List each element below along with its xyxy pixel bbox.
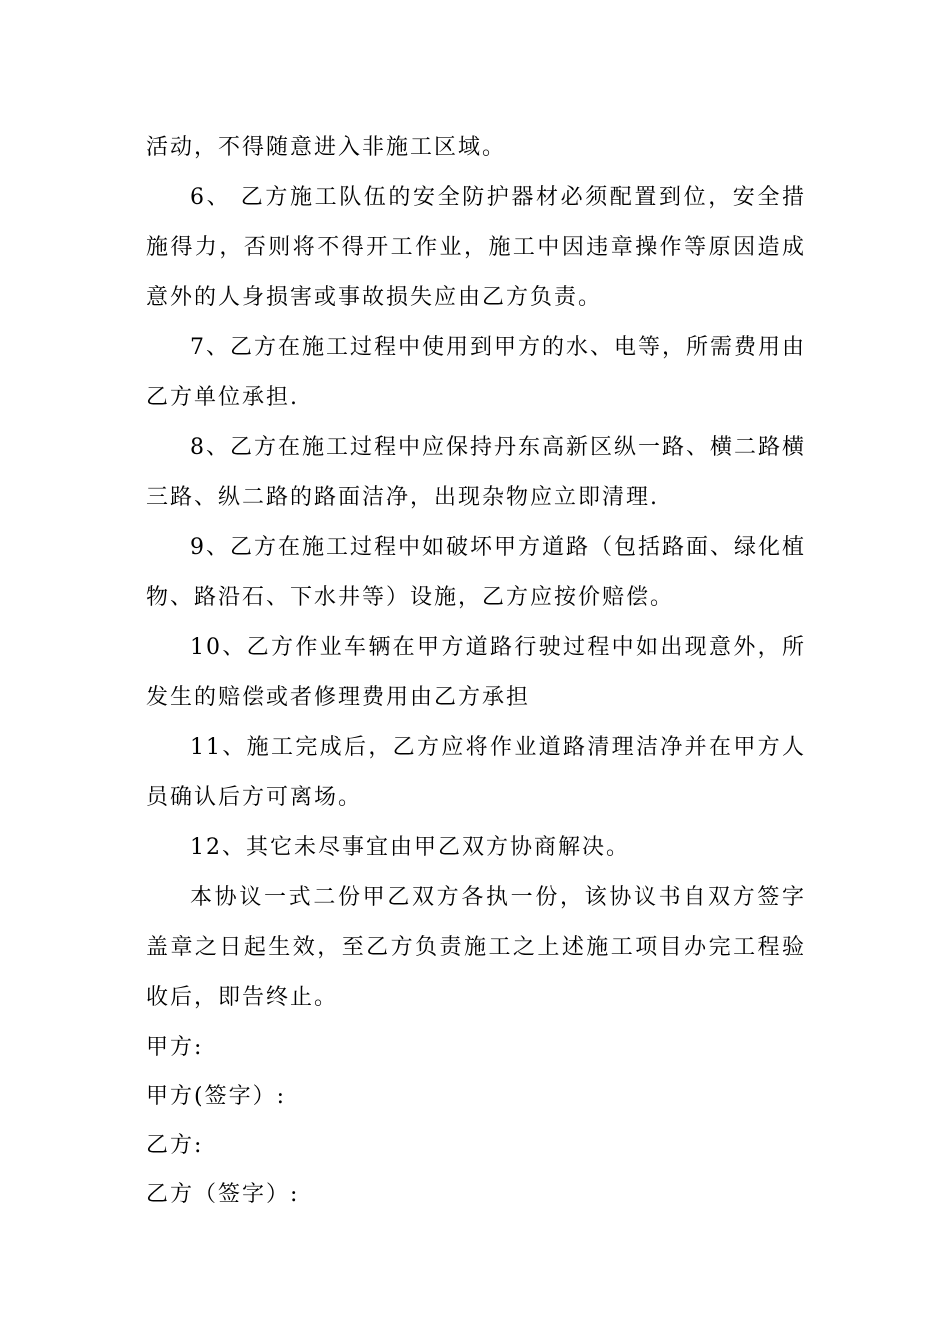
clause-10: 10、乙方作业车辆在甲方道路行驶过程中如出现意外，所发生的赔偿或者修理费用由乙方承担	[146, 635, 806, 710]
clause-9: 9、乙方在施工过程中如破坏甲方道路（包括路面、绿化植物、路沿石、下水井等）设施，乙方应按价赔偿。	[146, 535, 806, 610]
party-a-label: 甲方:	[146, 1035, 204, 1060]
party-b-label: 乙方:	[146, 1133, 204, 1158]
clause-7: 7、乙方在施工过程中使用到甲方的水、电等，所需费用由乙方单位承担.	[146, 335, 806, 410]
clause-11: 11、施工完成后，乙方应将作业道路清理洁净并在甲方人员确认后方可离场。	[146, 735, 806, 810]
signature-block	[146, 1023, 806, 1219]
clause-8: 8、乙方在施工过程中应保持丹东高新区纵一路、横二路横三路、纵二路的路面洁净，出现杂物应立即清理.	[146, 435, 806, 510]
agreement-validity-paragraph: 本协议一式二份甲乙双方各执一份，该协议书自双方签字盖章之日起生效，至乙方负责施工之上述施工项目办完工程验收后，即告终止。	[146, 885, 806, 1010]
party-b-signature-label: 乙方（签字）:	[146, 1182, 300, 1207]
clause-6: 6、 乙方施工队伍的安全防护器材必须配置到位，安全措施得力，否则将不得开工作业，施工中因违章操作等原因造成意外的人身损害或事故损失应由乙方负责。	[146, 185, 806, 310]
paragraph-continuation: 活动，不得随意进入非施工区域。	[146, 135, 507, 160]
party-a-signature-label: 甲方(签字）:	[146, 1084, 286, 1109]
document-body	[146, 123, 806, 1219]
clause-12: 12、其它未尽事宜由甲乙双方协商解决。	[190, 835, 630, 860]
